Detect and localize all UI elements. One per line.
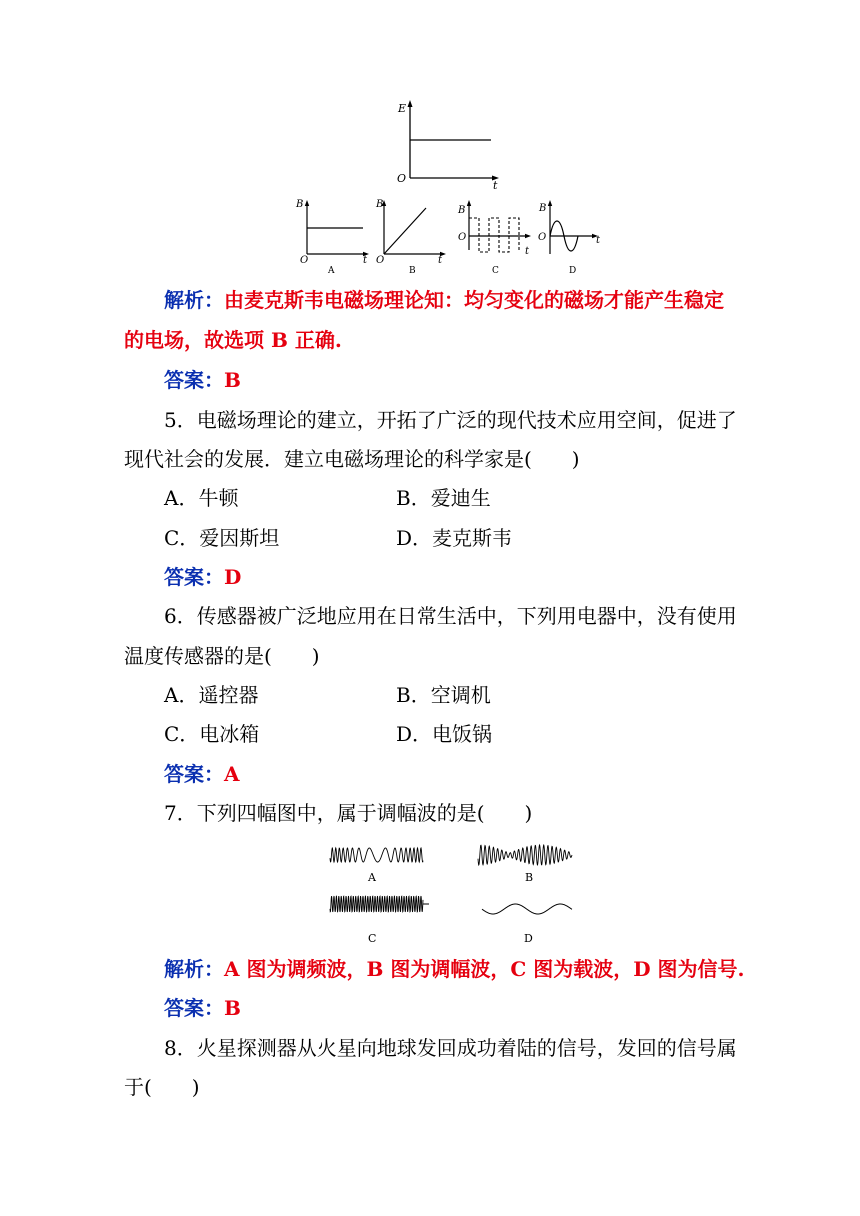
q6-answer [164,762,240,786]
graph-a-y-label: B [296,199,304,210]
b-t-graph-c [455,196,537,278]
graph-d-caption: D [569,266,577,276]
q5-option-c: C．爱因斯坦 [164,526,280,550]
q4-analysis-text1: 由麦克斯韦电磁场理论知：均匀变化的磁场才能产生稳定 [224,288,724,312]
graph-b-y-label: B [376,199,384,210]
graph-d-y-label: B [539,203,547,214]
q7-analysis-label: 解析： [164,957,224,981]
q4-answer-label: 答案： [164,368,224,392]
graph-d-x-label: t [596,235,601,246]
e-t-axis-label: t [493,179,498,190]
b-t-graph-d [536,196,606,278]
q6-option-c: C．电冰箱 [164,722,260,746]
graph-c-caption: C [492,266,499,276]
wave-c [330,896,423,912]
q5-stem-line2: 现代社会的发展．建立电磁场理论的科学家是( ) [124,447,580,471]
b-t-graph-b [372,196,452,278]
wave-d-caption: D [524,932,533,945]
graph-b-x-label: t [438,255,443,266]
q6-option-a: A．遥控器 [164,683,259,707]
wave-b [478,845,572,865]
wave-d [482,904,572,914]
q7-answer-value: B [224,996,241,1020]
q7-analysis [164,957,745,981]
graph-b-caption: B [409,266,416,276]
graph-c-origin: O [458,232,467,243]
q5-answer-value: D [224,565,242,589]
wave-a-caption: A [368,871,376,884]
q5-option-d: D．麦克斯韦 [396,526,513,550]
wave-b-caption: B [525,871,534,884]
q6-answer-value: A [224,762,240,786]
e-axis-label: E [398,102,407,115]
graph-a-x-label: t [363,255,368,266]
q7-answer [164,996,241,1020]
graph-c-y-label: B [458,205,466,216]
graph-a-caption: A [328,266,335,276]
q8-stem-line2: 于( ) [124,1075,200,1099]
graph-a-origin: O [300,255,309,266]
q5-option-b: B．爱迪生 [396,486,491,510]
q6-stem-line2: 温度传感器的是( ) [124,644,320,668]
q4-analysis-label: 解析： [164,288,224,312]
q7-stem: 7．下列四幅图中，属于调幅波的是( ) [164,801,533,825]
q5-answer-label: 答案： [164,565,224,589]
q5-answer [164,565,241,589]
q6-stem-line1: 6．传感器被广泛地应用在日常生活中，下列用电器中，没有使用 [164,604,737,628]
q7-analysis-text: A 图为调频波，B 图为调幅波，C 图为载波，D 图为信号. [224,957,745,981]
q4-analysis-line1 [164,288,724,312]
e-t-graph [395,98,505,190]
q7-answer-label: 答案： [164,996,224,1020]
wave-a [330,848,423,862]
q4-answer-value: B [224,368,241,392]
e-origin-label: O [397,172,407,185]
graph-b-origin: O [376,255,385,266]
b-t-graph-a [295,196,375,278]
q6-answer-label: 答案： [164,762,224,786]
q6-option-b: B．空调机 [396,683,491,707]
q5-option-a: A．牛顿 [164,486,239,510]
q6-option-d: D．电饭锅 [396,722,493,746]
q8-stem-line1: 8．火星探测器从火星向地球发回成功着陆的信号，发回的信号属 [164,1036,737,1060]
wave-figure [325,838,580,948]
graph-d-origin: O [538,232,547,243]
graph-c-x-label: t [525,246,530,257]
wave-c-caption: C [368,932,377,945]
q5-stem-line1: 5．电磁场理论的建立，开拓了广泛的现代技术应用空间，促进了 [164,408,737,432]
q4-answer [164,368,241,392]
q4-analysis-line2: 的电场，故选项 B 正确. [124,328,342,352]
